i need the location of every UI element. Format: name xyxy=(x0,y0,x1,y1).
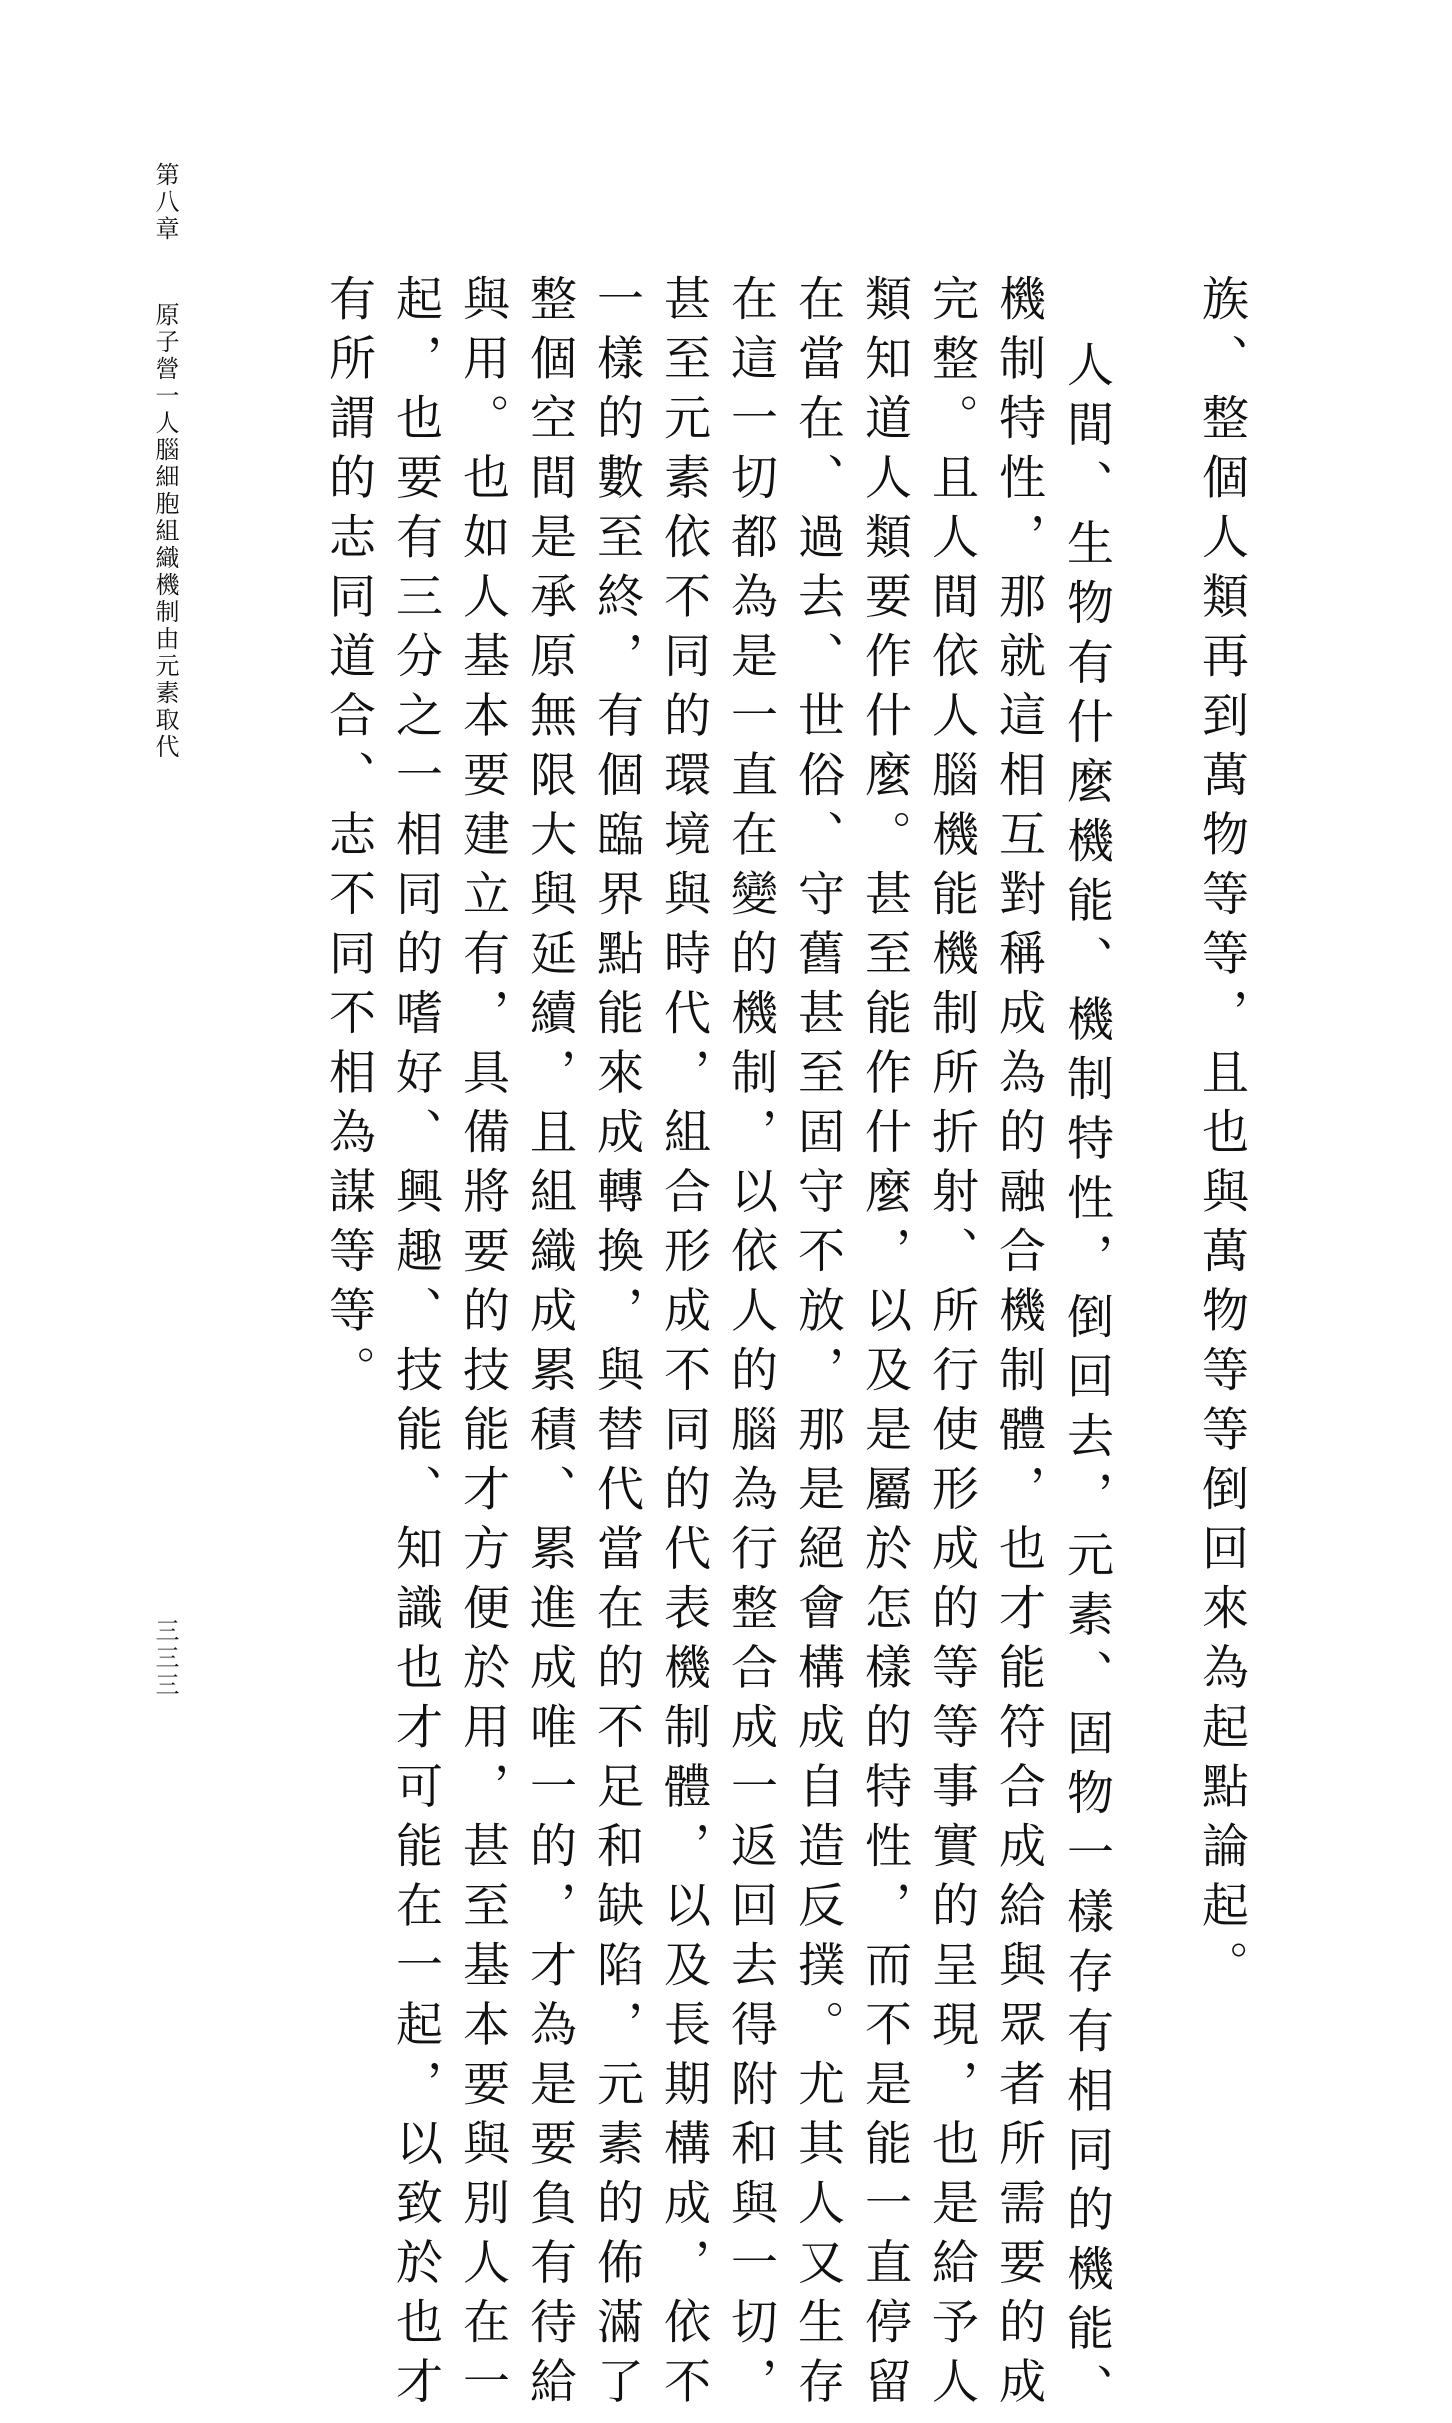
text-column: 完整。且人間依人腦機能機制所折射、所行使形成的等等事實的呈現，也是給予人 xyxy=(924,274,979,2416)
text-column: 起，也要有三分之一相同的嗜好、興趣、技能、知識也才可能在一起，以致於也才 xyxy=(388,274,443,2416)
text-column: 在當在、過去、世俗、守舊甚至固守不放，那是絕會構成自造反撲。尤其人又生存 xyxy=(790,274,845,2416)
text-column: 與用。也如人基本要建立有，具備將要的技能才方便於用，甚至基本要與別人在一 xyxy=(455,274,510,2416)
text-column: 整個空間是承原無限大與延續，且組織成累積、累進成唯一的，才為是要負有待給 xyxy=(522,274,577,2416)
text-column: 甚至元素依不同的環境與時代，組合形成不同的代表機制體，以及長期構成，依不 xyxy=(656,274,711,2416)
text-column: 機制特性，那就這相互對稱成為的融合機制體，也才能符合成給與眾者所需要的成 xyxy=(991,274,1046,2416)
running-header-chapter: 第八章 xyxy=(151,162,179,243)
text-column: 一樣的數至終，有個臨界點能來成轉換，與替代當在的不足和缺陷，元素的佈滿了 xyxy=(589,274,644,2416)
text-column: 類知道人類要作什麼。甚至能作什麼，以及是屬於怎樣的特性，而不是能一直停留 xyxy=(857,274,912,2416)
page-number: 三三三 xyxy=(151,1618,179,1699)
text-column: 在這一切都為是一直在變的機制，以依人的腦為行整合成一返回去得附和與一切， xyxy=(723,274,778,2416)
text-column: 人間、生物有什麼機能、機制特性，倒回去，元素、固物一樣存有相同的機能、 xyxy=(1059,340,1114,2423)
text-column: 有所謂的志同道合、志不同不相為謀等等。 xyxy=(321,274,376,1405)
running-header-section-title: 原子營一人腦細胞組織機制由元素取代 xyxy=(151,302,179,761)
text-column: 族、整個人類再到萬物等等，且也與萬物等等倒回來為起點論起。 xyxy=(1194,274,1249,2000)
